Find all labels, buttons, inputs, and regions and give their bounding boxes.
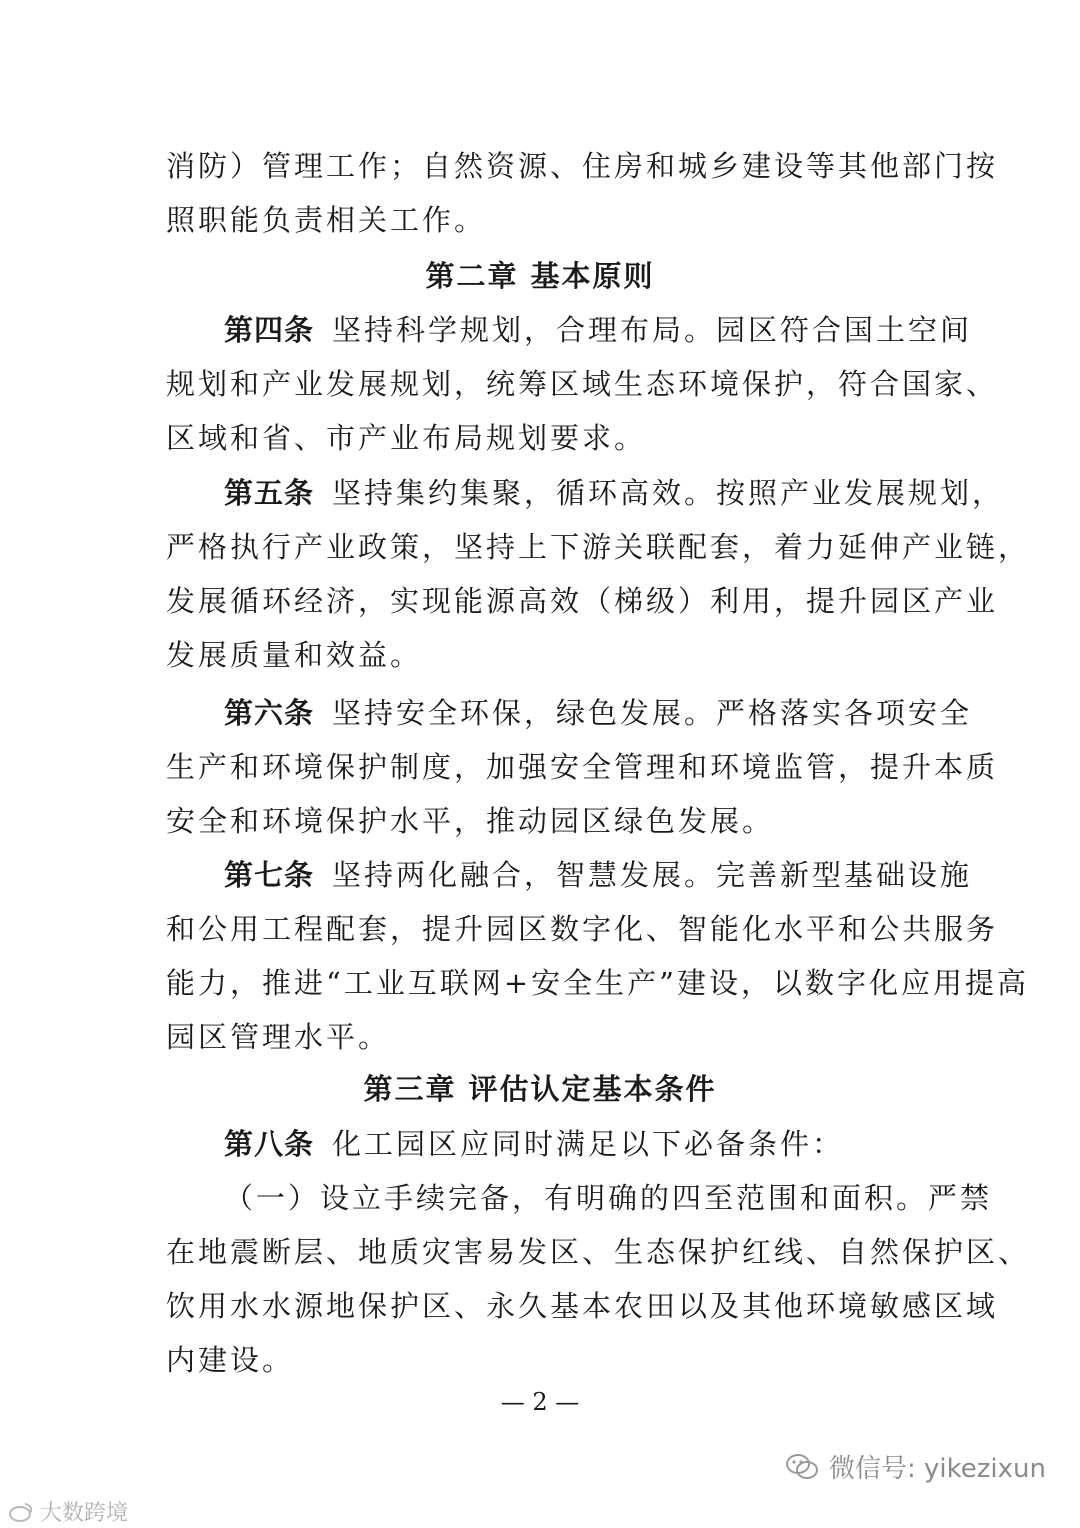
article-label: 第八条 — [224, 1127, 315, 1161]
text-span: 坚持集约集聚，循环高效。按照产业发展规划， — [332, 476, 1005, 510]
text-line: 消防）管理工作；自然资源、住房和城乡建设等其他部门按 — [166, 149, 999, 183]
text-line: 生产和环境保护制度，加强安全管理和环境监管，提升本质 — [166, 750, 999, 784]
text-line: 发展循环经济，实现能源高效（梯级）利用，提升园区产业 — [166, 584, 999, 618]
weibo-icon — [8, 1501, 34, 1523]
text-line — [166, 848, 973, 902]
condition-item-1 — [166, 1171, 1031, 1387]
article-label: 第五条 — [224, 476, 315, 510]
text-line: 严格执行产业政策，坚持上下游关联配套，着力延伸产业链， — [166, 530, 1031, 564]
text-line — [166, 1117, 916, 1171]
article-label: 第四条 — [224, 313, 315, 347]
text-line: 园区管理水平。 — [166, 1020, 391, 1054]
text-line: 能力，推进“工业互联网+安全生产”建设，以数字化应用提高 — [166, 966, 1029, 1000]
text-span: 坚持两化融合，智慧发展。完善新型基础设施 — [332, 858, 973, 892]
article-label: 第六条 — [224, 696, 315, 730]
text-line: 饮用水水源地保护区、永久基本农田以及其他环境敏感区域 — [166, 1289, 999, 1323]
text-span: 坚持安全环保，绿色发展。严格落实各项安全 — [332, 696, 973, 730]
article-label: 第七条 — [224, 858, 315, 892]
text-line: 规划和产业发展规划，统筹区域生态环境保护，符合国家、 — [166, 367, 999, 401]
text-span: 坚持科学规划，合理布局。园区符合国土空间 — [332, 313, 973, 347]
wechat-watermark — [785, 1448, 1046, 1485]
article-4 — [166, 303, 999, 465]
text-line: 照职能负责相关工作。 — [166, 203, 487, 237]
source-watermark — [8, 1496, 128, 1527]
text-line: （一）设立手续完备，有明确的四至范围和面积。严禁 — [224, 1181, 993, 1215]
wechat-id-text: 微信号: yikezixun — [829, 1454, 1046, 1484]
page-number: — 2 — — [500, 1388, 580, 1416]
text-line — [166, 303, 973, 357]
article-5 — [166, 466, 1031, 682]
chapter-2-heading: 第二章 基本原则 — [425, 259, 655, 293]
text-line — [166, 466, 1005, 520]
article-6 — [166, 686, 999, 848]
text-line: 区域和省、市产业布局规划要求。 — [166, 421, 647, 455]
intro-paragraph — [166, 139, 999, 247]
wechat-icon — [785, 1453, 819, 1481]
text-line: 和公用工程配套，提升园区数字化、智能化水平和公共服务 — [166, 912, 999, 946]
article-8 — [166, 1117, 916, 1171]
source-text: 大数跨境 — [40, 1501, 129, 1526]
text-span: 化工园区应同时满足以下必备条件： — [332, 1127, 845, 1161]
text-line: 安全和环境保护水平，推动园区绿色发展。 — [166, 804, 775, 838]
article-7 — [166, 848, 1029, 1064]
text-line: 内建设。 — [166, 1343, 295, 1377]
text-line: 发展质量和效益。 — [166, 638, 423, 672]
text-line: 在地震断层、地质灾害易发区、生态保护红线、自然保护区、 — [166, 1235, 1031, 1269]
text-line — [166, 686, 973, 740]
chapter-3-heading: 第三章 评估认定基本条件 — [363, 1072, 717, 1106]
